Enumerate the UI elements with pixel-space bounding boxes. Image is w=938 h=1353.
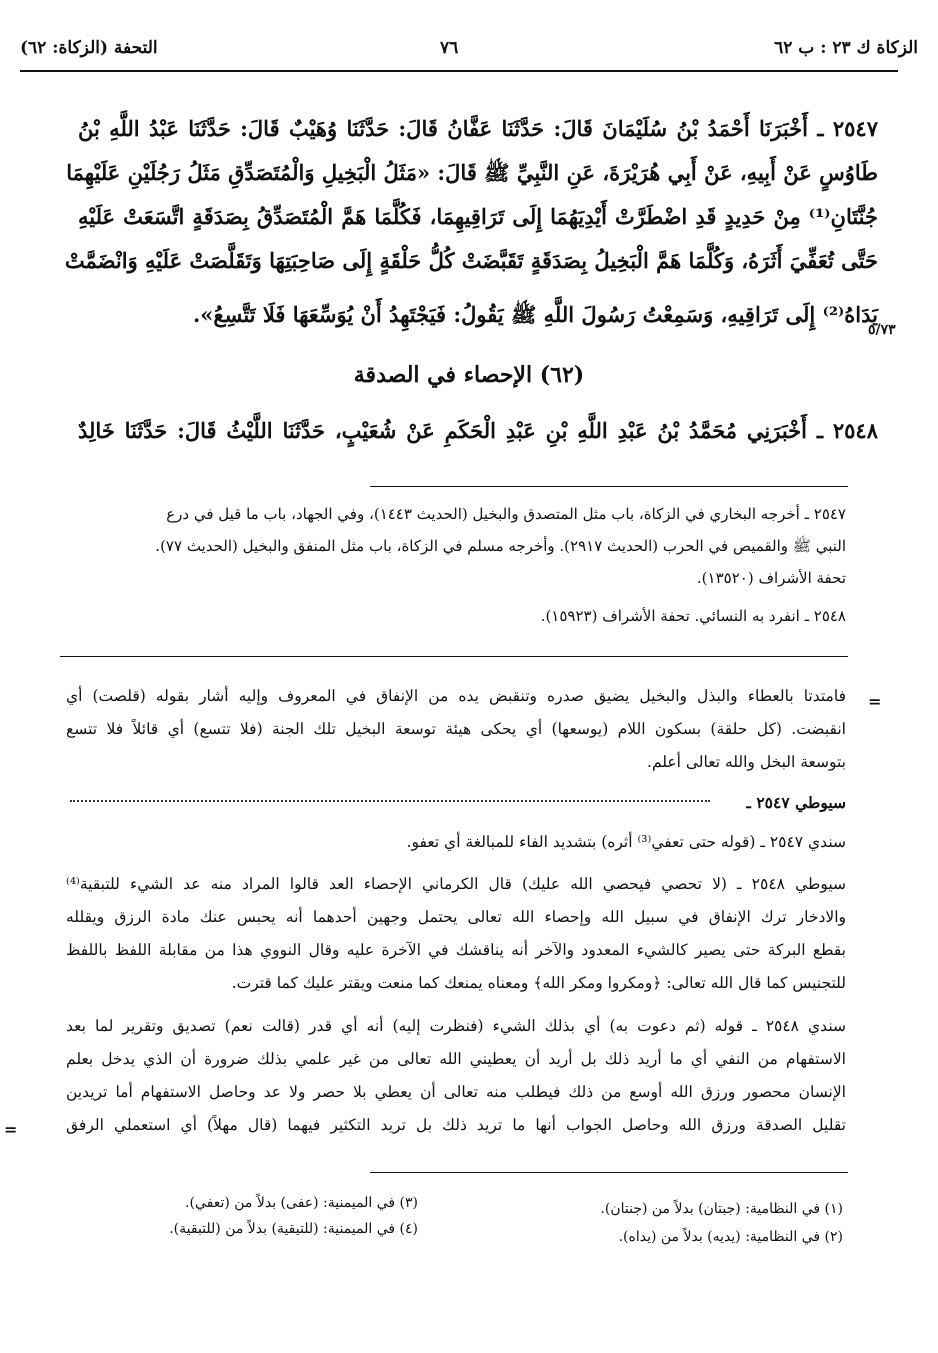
chapter-heading: (٦٢) الإحصاء في الصدقة <box>353 362 585 388</box>
takhrij-rule <box>370 486 848 487</box>
hadith-2547-line-4: حَتَّى تُعَفِّيَ أَثَرَهُ، وَكُلَّمَا هَمَّ الْبَخِيلُ بِصَدَقَةٍ تَقَبَّضَتْ كُلُّ حَلْقَةٍ إِلَى صَاحِبَتِهَا وَتَقَلَّصَتْ عَلَيْهِ وَانْضَمَّتْ <box>64 248 878 273</box>
sindi-2548-line: الإنسان محصور ورزق الله أوسع من ذلك فيطلب منه تعالى أن يعطي بلا حصر ولا عد وحاصل الاستفهام أما تريدين <box>66 1083 846 1101</box>
sindi-2547 <box>66 826 846 859</box>
sindi-2548-line: سندي ٢٥٤٨ ـ قوله (ثم دعوت به) أي بذلك الشيء (فنظرت إليه) أنه أي قدر (قالت نعم) تصديق وتقرير لما بعد <box>66 1017 846 1035</box>
header-rule <box>20 70 898 72</box>
takhrij-line: ٢٥٤٧ ـ أخرجه البخاري في الزكاة، باب مثل المتصدق والبخيل (الحديث ١٤٤٣)، وفي الجهاد، باب ما قيل في درع <box>166 505 846 523</box>
hadith-2547-line-3: جُنَّتَانِ⁽¹⁾ مِنْ حَدِيدٍ قَدِ اضْطَرَّتْ أَيْدِيَهُمَا إِلَى تَرَاقِيهِمَا، فَكُلَّمَا هَمَّ الْمُتَصَدِّقُ بِصَدَقَةٍ اتَّسَعَتْ عَلَيْهِ <box>78 204 878 229</box>
header-right: الزكاة ك ٢٣ : ب ٦٢ <box>774 38 918 58</box>
note-4: (٤) في الميمنية: (للتيقية) بدلاً من (للتبقية). <box>169 1221 418 1237</box>
running-header <box>20 38 918 68</box>
hadith-2547-line-2: طَاوُسٍ عَنْ أَبِيهِ، عَنْ أَبِي هُرَيْرَةَ، عَنِ النَّبِيِّ ﷺ قَالَ: «مَثَلُ الْبَخِيلِ وَالْمُتَصَدِّقِ مَثَلُ رَجُلَيْنِ عَلَيْهِمَا <box>66 160 878 185</box>
sindi-2548-line: الاستفهام من النفي أي ما أريد ذلك بل أريد أن يعطيني الله تعالى من غير علمي بذلك ضرورة أن الذي يدخل بعلم <box>66 1050 846 1068</box>
takhrij-line: النبي ﷺ والقميص في الحرب (الحديث ٢٩١٧). وأخرجه مسلم في الزكاة، باب مثل المنفق والبخيل (الحديث ٧٧). <box>155 537 846 555</box>
sindi-2547-text: سندي ٢٥٤٧ ـ (قوله حتى تعفي⁽³⁾ أثره) بتشديد الفاء للمبالغة أي تعفو. <box>406 833 846 851</box>
suyuti-2548-line: بقطع البركة حتى يصير كالشيء المعدود والآخر أنه يناقشك في الآخرة عليه وقال النووي هذا من مقابلة اللفظ باللفظ <box>66 941 846 959</box>
commentary-rule <box>60 656 848 657</box>
note-3: (٣) في الميمنية: (عفى) بدلاً من (تعفي). <box>185 1195 418 1211</box>
margin-reference: ٥/٧٣ <box>868 322 896 338</box>
commentary-line: انقبضت. (كل حلقة) بسكون اللام (يوسعها) أي يحكى هيئة توسعة البخيل تلك الجنة (فلا تتسع) أي قائلاً فلا تتسع <box>66 720 846 738</box>
continuation-mark-bottom: = <box>4 1120 18 1139</box>
takhrij-block <box>76 498 846 632</box>
takhrij-line: تحفة الأشراف (١٣٥٢٠). <box>696 569 846 587</box>
hadith-2548-line: ٢٥٤٨ ـ أَخْبَرَنِي مُحَمَّدُ بْنُ عَبْدِ اللَّهِ بْنِ عَبْدِ الْحَكَمِ عَنْ شُعَيْبٍ، حَدَّثَنَا اللَّيْثُ قَالَ: حَدَّثَنَا خَالِدٌ <box>78 418 878 443</box>
hadith-2547-line-1: ٢٥٤٧ ـ أَخْبَرَنَا أَحْمَدُ بْنُ سُلَيْمَانَ قَالَ: حَدَّثَنَا عَفَّانُ قَالَ: حَدَّثَنَا وُهَيْبٌ قَالَ: حَدَّثَنَا عَبْدُ اللَّهِ بْنُ <box>78 116 878 141</box>
page-number: ٧٦ <box>440 38 459 58</box>
suyuti-2547 <box>66 786 846 819</box>
takhrij-line: ٢٥٤٨ ـ انفرد به النسائي. تحفة الأشراف (١٥٩٢٣). <box>540 607 846 625</box>
suyuti-2548 <box>66 868 846 1000</box>
suyuti-2548-line: سيوطي ٢٥٤٨ ـ (لا تحصي فيحصي الله عليك) قال الكرماني الإحصاء العد قالوا المراد منه عد الشيء للتبقية⁽⁴⁾ <box>66 875 846 893</box>
continuation-mark-top: = <box>868 692 882 711</box>
dotted-filler <box>70 800 710 802</box>
commentary-line: فامتدتا بالعطاء والبذل والبخيل يضيق صدره وتنقبض يده من الإنفاق في المعروف وإليه أشار بقوله (قلصت) أي <box>66 687 846 705</box>
sindi-2548-line: تقليل الصدقة ورزق الله وحاصل الجواب أنها ما تريد ذلك بل تريد التكثير فيهما (قال مهلاً) أي استعملي الرفق <box>66 1116 846 1134</box>
suyuti-2548-line: للتجنيس كما قال الله تعالى: ﴿ومكروا ومكر الله﴾ ومعناه يمنعك كما منعت ويقتر عليك كما قترت. <box>231 974 846 992</box>
header-left: التحفة (الزكاة: ٦٢) <box>20 38 158 58</box>
note-1: (١) في النظامية: (جبتان) بدلاً من (جنتان). <box>600 1201 843 1217</box>
commentary-top <box>66 680 846 779</box>
notes-rule <box>370 1172 848 1173</box>
note-2: (٢) في النظامية: (يديه) بدلاً من (يداه). <box>618 1229 843 1245</box>
sindi-2548 <box>66 1010 846 1142</box>
suyuti-2548-line: والادخار ترك الإنفاق في سبيل الله وإحصاء الله تعالى يحتمل وجهين أحدهما أنه يحبس عنك مادة الرزق ويقلله <box>66 908 846 926</box>
hadith-2547-line-5: يَدَاهُ⁽²⁾ إِلَى تَرَاقِيهِ، وَسَمِعْتُ رَسُولَ اللَّهِ ﷺ يَقُولُ: فَيَجْتَهِدُ أَنْ يُوَسِّعَهَا فَلَا تَتَّسِعُ». <box>192 302 878 327</box>
commentary-line: بتوسعة البخل والله تعالى أعلم. <box>647 753 846 771</box>
suyuti-2547-label: سيوطي ٢٥٤٧ ـ <box>746 793 846 812</box>
